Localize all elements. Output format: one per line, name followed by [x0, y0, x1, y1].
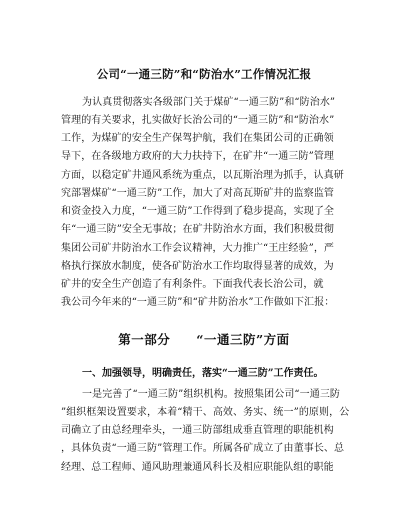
body-line: ”组织框架设置要求，本着“精干、高效、务实、统一”的原则，公 — [61, 407, 350, 418]
intro-line: 我公司今年来的“一通三防”和“矿井防治水”工作做如下汇报： — [61, 297, 335, 308]
intro-line: 管理的有关要求，扎实做好长治公司的“一通三防”和“防治水” — [61, 115, 335, 126]
intro-line: 方面，以稳定矿井通风系统为重点，以瓦斯治理为抓手，认真研 — [61, 170, 344, 181]
intro-line: 导下，在各级地方政府的大力扶持下，在矿井“一通三防”管理 — [61, 151, 335, 162]
body-line: 经理、总工程师、通风助理兼通风科长及相应职能队组的职能 — [61, 462, 334, 473]
body-line: ，具体负责“一通三防”管理工作。所属各矿成立了由董事长、总 — [61, 443, 345, 454]
part-heading: 第一部分 “一通三防”方面 — [118, 332, 290, 347]
intro-line: 工作，为煤矿的安全生产保驾护航，我们在集团公司的正确领 — [61, 133, 334, 144]
intro-line: 矿井的安全生产创造了有利条件。下面我代表长治公司，就 — [61, 279, 324, 290]
intro-line: 和资金投入力度，“一通三防”工作得到了稳步提高，实现了全 — [61, 206, 335, 217]
body-line: 司确立了由总经理牵头，一通三防部组成垂直管理的职能机构 — [61, 425, 334, 436]
intro-line: 年“一通三防”安全无事故；在矿井防治水方面，我们积极贯彻 — [61, 224, 335, 235]
intro-line: 为认真贯彻落实各级部门关于煤矿“一通三防”和“防治水” — [82, 97, 336, 108]
document-title: 公司“一通三防”和“防治水”工作情况汇报 — [96, 67, 312, 81]
intro-line: 集团公司矿井防治水工作会议精神，大力推广“王庄经验”，严 — [61, 243, 335, 254]
body-line: 一是完善了“一通三防”组织机构。按照集团公司“一通三防 — [82, 389, 341, 400]
section-subheading: 一、加强领导，明确责任，落实“一通三防”工作责任。 — [82, 368, 324, 379]
intro-line: 究部署煤矿“一通三防”工作，加大了对高瓦斯矿井的监察监管 — [61, 188, 335, 199]
intro-line: 格执行探放水制度，使各矿防治水工作均取得显著的成效，为 — [61, 261, 334, 272]
